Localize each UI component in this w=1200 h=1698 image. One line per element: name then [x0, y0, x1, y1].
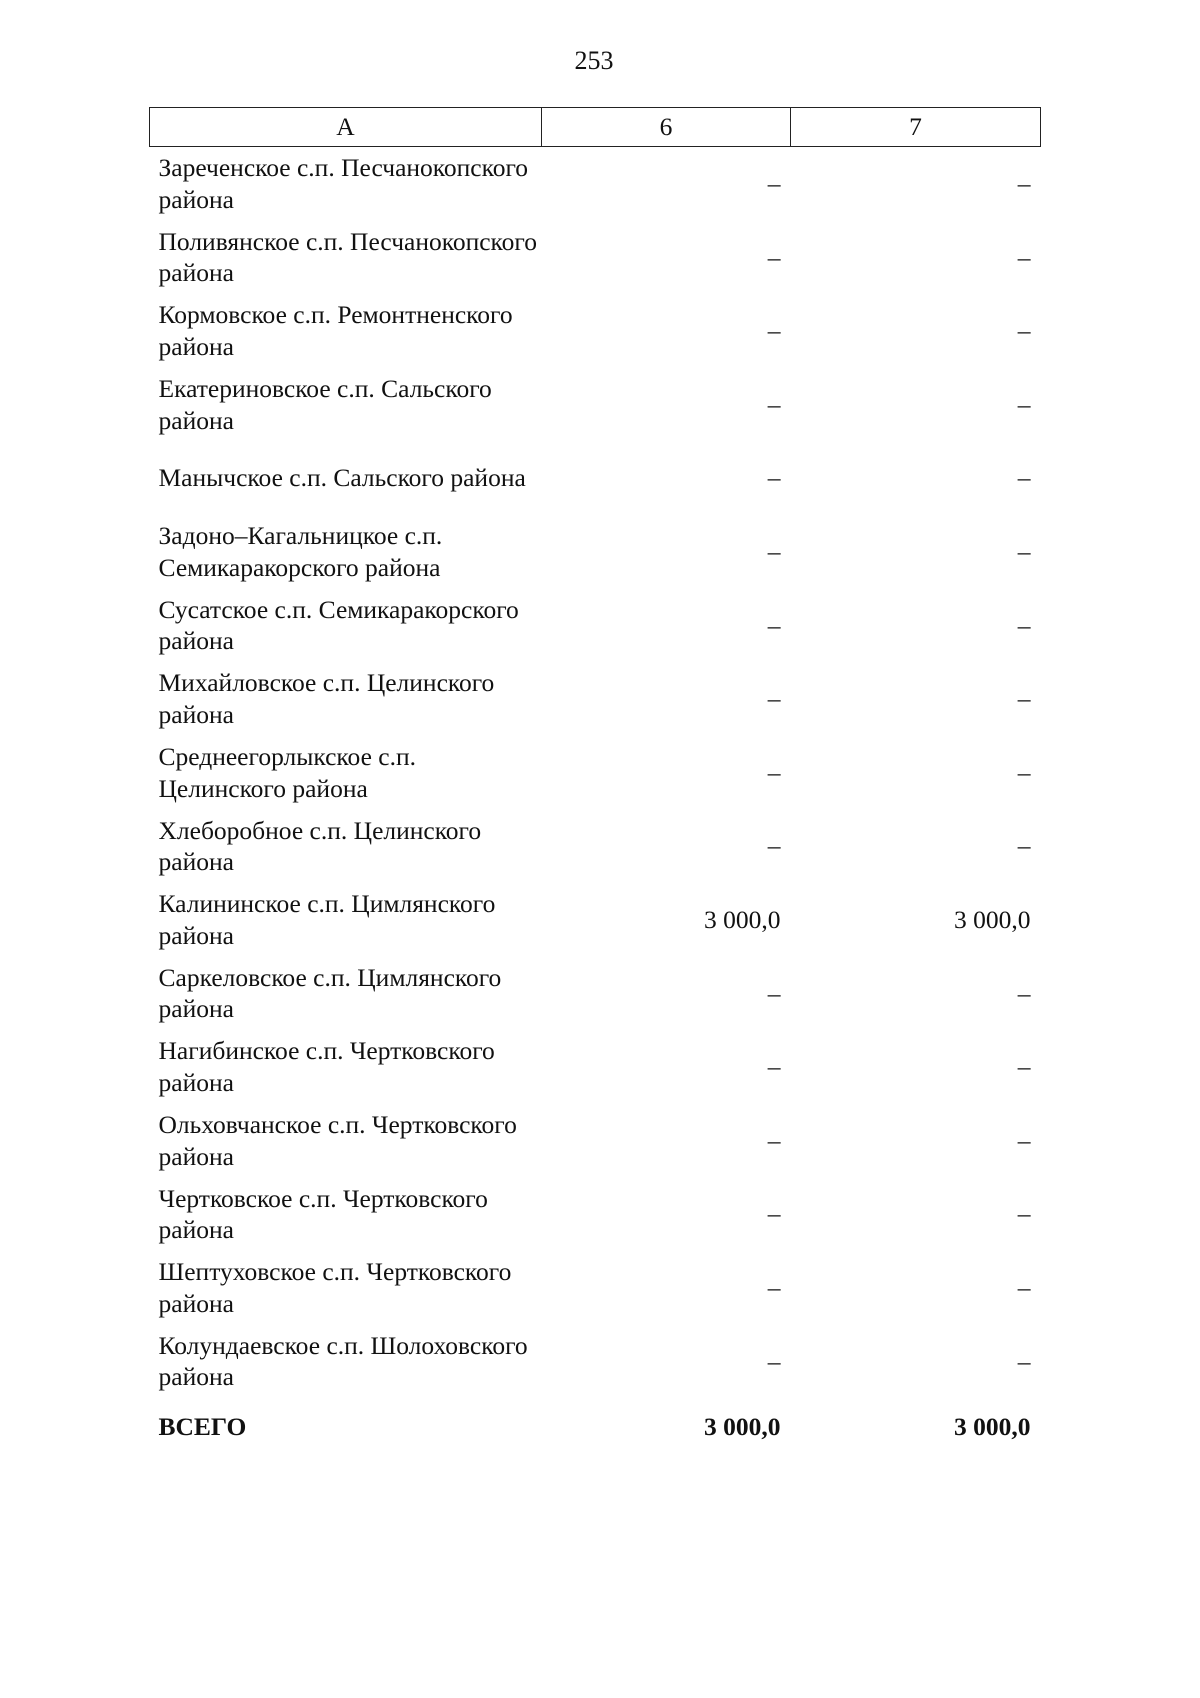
value-col-7: – [1017, 1125, 1031, 1155]
value-col-7: 3 000,0 [954, 904, 1031, 934]
value-col-6: – [767, 1052, 781, 1082]
settlement-name: Манычское с.п. Сальского района [158, 463, 526, 493]
value-col-6: – [767, 1346, 781, 1376]
settlement-name: Екатериновское с.п. Сальского района [158, 374, 492, 435]
value-col-6: – [767, 316, 781, 346]
value-col-7: – [1017, 610, 1031, 640]
value-col-6: – [767, 537, 781, 567]
settlement-name: Нагибинское с.п. Чертковского района [158, 1036, 495, 1097]
table-row [150, 736, 1041, 810]
table-row [150, 441, 1041, 515]
table-row [150, 1177, 1041, 1251]
settlement-name: Калининское с.п. Цимлянского района [158, 889, 496, 950]
value-col-6: – [767, 831, 781, 861]
table-row [150, 1104, 1041, 1178]
value-col-7: – [1017, 1199, 1031, 1229]
value-col-7: – [1017, 831, 1031, 861]
value-col-6: – [767, 978, 781, 1008]
table-row [150, 515, 1041, 589]
table-row [150, 147, 1041, 221]
table-row [150, 809, 1041, 883]
value-col-6: – [767, 1272, 781, 1302]
header-col-7: 7 [791, 108, 1041, 147]
table-row [150, 957, 1041, 1031]
total-col-6: 3 000,0 [704, 1412, 781, 1442]
value-col-7: – [1017, 1346, 1031, 1376]
table-row [150, 1251, 1041, 1325]
value-col-6: – [767, 757, 781, 787]
header-col-a: А [150, 108, 542, 147]
budget-table [149, 107, 1041, 1456]
settlement-name: Задоно–Кагальницкое с.п. Семикаракорского района [158, 521, 443, 582]
value-col-6: – [767, 169, 781, 199]
value-col-6: – [767, 1125, 781, 1155]
settlement-name: Ольховчанское с.п. Чертковского района [158, 1110, 517, 1171]
table-row [150, 294, 1041, 368]
table-row [150, 1325, 1041, 1399]
table-body [150, 147, 1041, 1457]
settlement-name: Поливянское с.п. Песчанокопского района [158, 226, 537, 288]
total-col-7: 3 000,0 [954, 1412, 1031, 1442]
value-col-7: – [1017, 757, 1031, 787]
value-col-7: – [1017, 684, 1031, 714]
table-row [150, 368, 1041, 442]
settlement-name: Чертковское с.п. Чертковского района [158, 1183, 488, 1245]
settlement-name: Шептуховское с.п. Чертковского района [158, 1257, 512, 1318]
value-col-7: – [1017, 537, 1031, 567]
value-col-6: – [767, 389, 781, 419]
value-col-7: – [1017, 389, 1031, 419]
page-number: 253 [574, 46, 614, 75]
settlement-name: Зареченское с.п. Песчанокопского района [158, 153, 529, 214]
value-col-6: – [767, 242, 781, 272]
value-col-7: – [1017, 978, 1031, 1008]
table-header-row [150, 108, 1041, 147]
value-col-6: – [767, 463, 781, 493]
table-row [150, 883, 1041, 957]
table-row [150, 589, 1041, 663]
value-col-7: – [1017, 1052, 1031, 1082]
value-col-7: – [1017, 463, 1031, 493]
value-col-6: – [767, 610, 781, 640]
header-col-6: 6 [542, 108, 791, 147]
table-row [150, 221, 1041, 295]
settlement-name: Саркеловское с.п. Цимлянского района [158, 962, 502, 1024]
table-row [150, 662, 1041, 736]
value-col-6: – [767, 684, 781, 714]
total-row [150, 1398, 1041, 1456]
settlement-name: Сусатское с.п. Семикаракорского района [158, 594, 519, 656]
settlement-name: Колундаевское с.п. Шолоховского района [158, 1330, 528, 1392]
value-col-7: – [1017, 242, 1031, 272]
value-col-7: – [1017, 316, 1031, 346]
value-col-7: – [1017, 1272, 1031, 1302]
settlement-name: Хлеборобное с.п. Целинского района [158, 815, 482, 877]
value-col-6: – [767, 1199, 781, 1229]
total-label: ВСЕГО [158, 1412, 247, 1442]
value-col-7: – [1017, 169, 1031, 199]
table-row [150, 1030, 1041, 1104]
settlement-name: Михайловское с.п. Целинского района [158, 668, 495, 729]
settlement-name: Среднеегорлыкское с.п. Целинского района [158, 742, 416, 803]
settlement-name: Кормовское с.п. Ремонтненского района [158, 300, 513, 361]
value-col-6: 3 000,0 [704, 904, 781, 934]
